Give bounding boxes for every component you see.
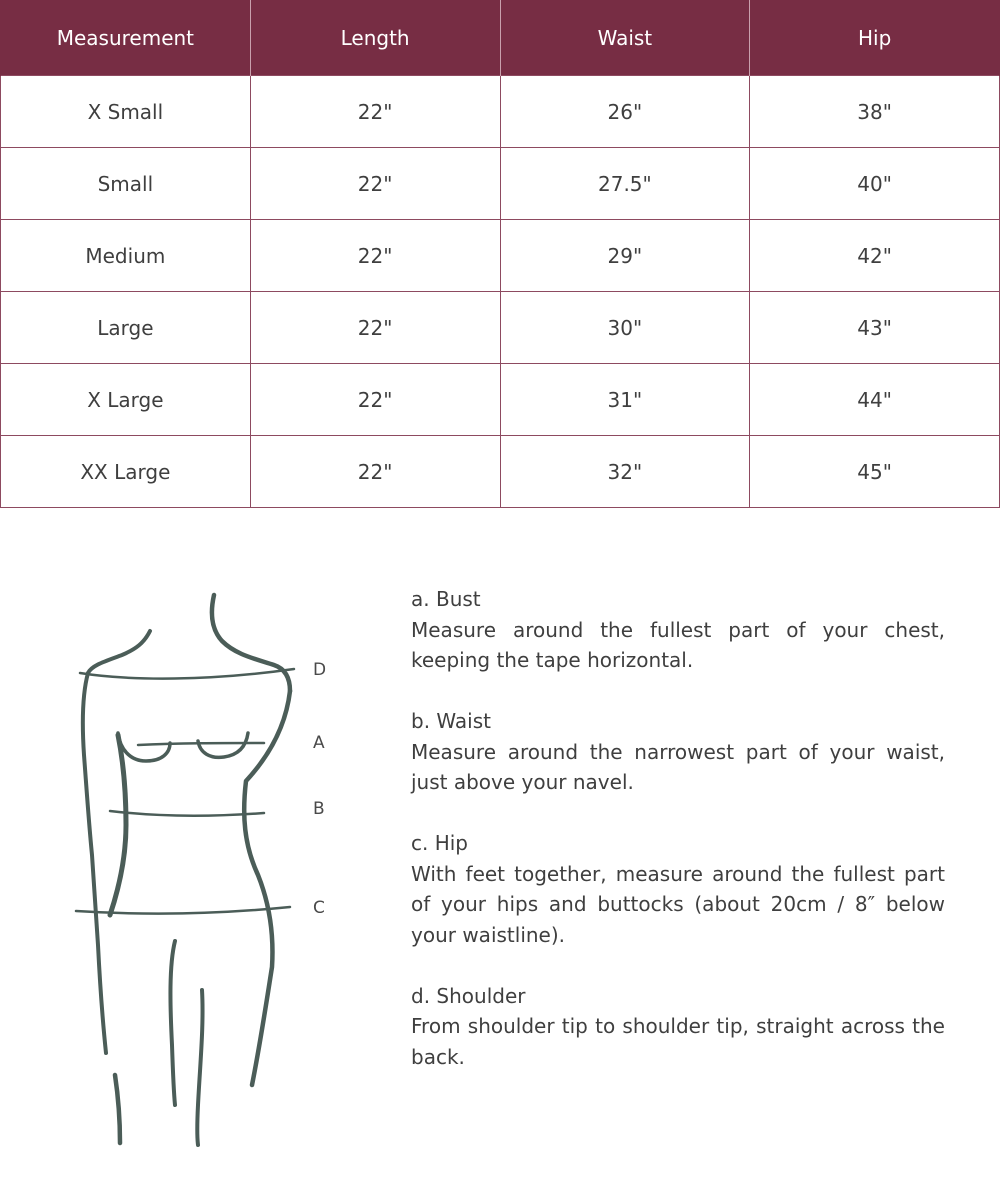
header-measurement: Measurement <box>1 0 251 76</box>
length-cell: 22" <box>250 148 500 220</box>
hip-cell: 38" <box>750 76 1000 148</box>
size-cell: Medium <box>1 220 251 292</box>
size-cell: X Large <box>1 364 251 436</box>
header-hip: Hip <box>750 0 1000 76</box>
table-header-row <box>1 0 1000 76</box>
waist-cell: 27.5" <box>500 148 750 220</box>
size-chart-table <box>0 0 1000 508</box>
hip-cell: 45" <box>750 436 1000 508</box>
guide-title: a. Bust <box>411 587 481 611</box>
table-row <box>1 220 1000 292</box>
length-cell: 22" <box>250 436 500 508</box>
table-row <box>1 436 1000 508</box>
hip-cell: 40" <box>750 148 1000 220</box>
waist-cell: 32" <box>500 436 750 508</box>
body-sketch-illustration <box>60 585 360 1160</box>
size-cell: Small <box>1 148 251 220</box>
waist-cell: 29" <box>500 220 750 292</box>
label-a: A <box>313 733 325 753</box>
guide-description: With feet together, measure around the fullest part of your hips and buttocks (about 20cm / 8″ below your waistline). <box>411 861 945 947</box>
label-b: B <box>313 799 325 819</box>
guide-item-bust <box>411 584 945 676</box>
guide-title: c. Hip <box>411 831 469 855</box>
table-row <box>1 364 1000 436</box>
body-measurement-figure <box>60 585 360 1160</box>
guide-item-waist <box>411 706 945 798</box>
size-cell: XX Large <box>1 436 251 508</box>
waist-cell: 31" <box>500 364 750 436</box>
length-cell: 22" <box>250 220 500 292</box>
guide-description: Measure around the narrowest part of your waist, just above your navel. <box>411 739 945 794</box>
guide-item-hip <box>411 828 945 950</box>
measurement-guide <box>411 584 945 1103</box>
size-cell: X Small <box>1 76 251 148</box>
waist-cell: 30" <box>500 292 750 364</box>
guide-description: Measure around the fullest part of your chest, keeping the tape horizontal. <box>411 617 945 672</box>
guide-title: d. Shoulder <box>411 983 526 1008</box>
table-row <box>1 292 1000 364</box>
guide-description: From shoulder tip to shoulder tip, straight across the back. <box>411 1014 945 1069</box>
waist-cell: 26" <box>500 76 750 148</box>
label-d: D <box>313 660 327 680</box>
table-row <box>1 76 1000 148</box>
length-cell: 22" <box>250 292 500 364</box>
header-waist: Waist <box>500 0 750 76</box>
length-cell: 22" <box>250 364 500 436</box>
hip-cell: 42" <box>750 220 1000 292</box>
table-row <box>1 148 1000 220</box>
length-cell: 22" <box>250 76 500 148</box>
hip-cell: 44" <box>750 364 1000 436</box>
size-cell: Large <box>1 292 251 364</box>
label-c: C <box>313 898 325 918</box>
header-length: Length <box>250 0 500 76</box>
guide-title: b. Waist <box>411 709 491 733</box>
hip-cell: 43" <box>750 292 1000 364</box>
guide-item-shoulder <box>411 981 945 1073</box>
